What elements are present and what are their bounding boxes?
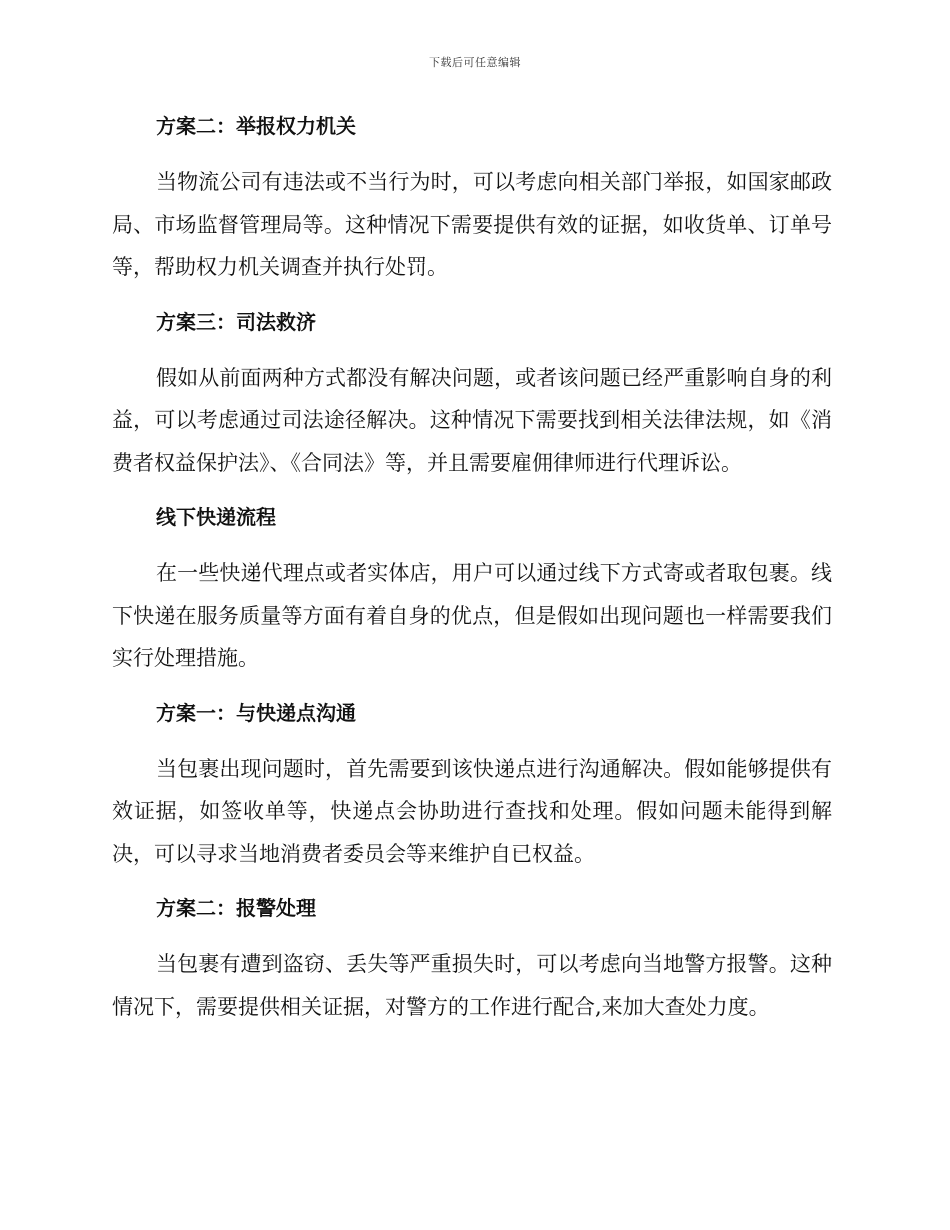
section-heading: 方案一：与快递点沟通 bbox=[156, 700, 356, 725]
section-paragraph: 当包裹有遭到盗窃、丢失等严重损失时，可以考虑向当地警方报警。这种情况下，需要提供相关证据，对警方的工作进行配合,来加大查处力度。 bbox=[112, 952, 832, 1019]
section-paragraph: 假如从前面两种方式都没有解决问题，或者该问题已经严重影响自身的利益，可以考虑通过司法途径解决。这种情况下需要找到相关法律法规，如《消费者权益保护法》、《合同法》等，并且需要雇佣律师进行代理诉讼。 bbox=[112, 365, 832, 475]
section-offline-express-process bbox=[112, 498, 832, 680]
section-communicate-with-express-point bbox=[112, 694, 832, 876]
section-heading: 方案二：举报权力机关 bbox=[156, 114, 356, 138]
page-header: 下载后可任意编辑 bbox=[429, 56, 521, 69]
section-paragraph: 当包裹出现问题时，首先需要到该快递点进行沟通解决。假如能够提供有效证据，如签收单等，快递点会协助进行查找和处理。假如问题未能得到解决，可以寻求当地消费者委员会等来维护自已权益。 bbox=[112, 756, 832, 866]
section-heading: 方案三：司法救济 bbox=[156, 309, 316, 334]
section-paragraph: 在一些快递代理点或者实体店，用户可以通过线下方式寄或者取包裹。线下快递在服务质量等方面有着自身的优点，但是假如出现问题也一样需要我们实行处理措施。 bbox=[112, 561, 832, 670]
section-heading: 线下快递流程 bbox=[156, 505, 276, 529]
section-judicial-remedy bbox=[112, 303, 832, 485]
section-report-authorities bbox=[112, 107, 832, 289]
section-paragraph: 当物流公司有违法或不当行为时，可以考虑向相关部门举报，如国家邮政局、市场监督管理局等。这种情况下需要提供有效的证据，如收货单、订单号等，帮助权力机关调查并执行处罚。 bbox=[112, 170, 832, 279]
section-report-to-police bbox=[112, 889, 832, 1028]
section-heading: 方案二：报警处理 bbox=[156, 896, 316, 920]
document-body bbox=[112, 107, 832, 1042]
